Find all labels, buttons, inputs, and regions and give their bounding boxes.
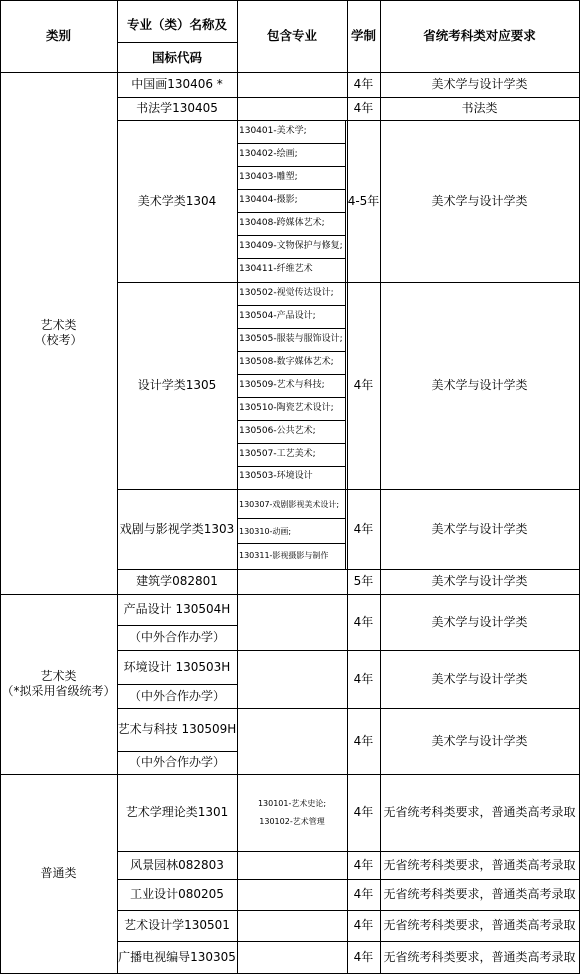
major-name: 风景园林082803	[130, 857, 224, 872]
row-divider	[117, 851, 580, 852]
sub-grid-line	[237, 351, 345, 352]
requirement: 美术学与设计学类	[431, 77, 528, 91]
column-divider	[347, 0, 348, 974]
row-divider	[117, 941, 580, 942]
major-name: 环境设计 130503H	[123, 659, 231, 674]
duration: 4年	[353, 857, 374, 872]
duration: 4年	[353, 378, 374, 392]
requirement: 美术学与设计学类	[431, 193, 528, 208]
requirement: 无省统考科类要求，普通类高考录取	[383, 887, 576, 901]
major-name: 产品设计 130504H	[123, 602, 231, 616]
header-duration: 学制	[350, 28, 376, 44]
requirement: 无省统考科类要求，普通类高考录取	[383, 857, 576, 872]
sub-major: 130411-纤维艺术	[239, 264, 313, 275]
sub-major: 130409-文物保护与修复;	[239, 241, 343, 252]
sub-major: 130102-艺术管理	[259, 816, 325, 826]
requirement: 美术学与设计学类	[431, 614, 528, 629]
duration: 4年	[353, 805, 374, 819]
category-label: 艺术类	[40, 318, 77, 332]
column-divider	[237, 0, 238, 974]
major-name: 戏剧与影视学类1303	[119, 521, 235, 536]
sub-major: 130507-工艺美术;	[239, 448, 316, 459]
sub-major: 130505-服装与服饰设计;	[239, 333, 343, 344]
name-note-divider	[117, 684, 237, 685]
duration: 5年	[353, 574, 374, 588]
major-name: 工业设计080205	[130, 887, 224, 901]
sub-grid-line	[237, 443, 345, 444]
sub-grid-line	[237, 166, 345, 167]
duration: 4年	[353, 614, 374, 629]
column-divider	[117, 0, 118, 974]
sub-major: 130408-跨媒体艺术;	[239, 218, 325, 229]
major-name: 广播电视编导130305	[118, 949, 236, 964]
duration: 4年	[353, 77, 374, 91]
sub-grid-line	[237, 328, 345, 329]
header-major-name-line1: 专业（类）名称及	[126, 17, 227, 33]
requirement: 美术学与设计学类	[431, 733, 528, 748]
major-name: 美术学类1304	[137, 193, 217, 208]
sub-major: 130509-艺术与科技;	[239, 379, 325, 390]
duration: 4年	[353, 101, 374, 115]
sub-major-list	[237, 774, 347, 851]
sub-grid-border	[345, 120, 346, 282]
sub-grid-border	[345, 282, 346, 489]
major-name-note: （中外合作办学）	[128, 755, 225, 769]
major-name-note: （中外合作办学）	[128, 630, 225, 644]
table-border-left	[0, 0, 1, 974]
header-divider	[117, 42, 237, 43]
category-art-provincial-exam	[0, 594, 117, 774]
duration: 4-5年	[347, 193, 380, 208]
sub-grid-line	[237, 143, 345, 144]
sub-grid-line	[237, 235, 345, 236]
category-note: （校考）	[34, 333, 83, 347]
major-name: 设计学类1305	[137, 378, 217, 392]
major-name: 书法学130405	[136, 101, 218, 115]
requirement: 无省统考科类要求，普通类高考录取	[383, 949, 576, 964]
row-divider	[117, 282, 580, 283]
row-divider	[117, 489, 580, 490]
name-note-divider	[117, 751, 237, 752]
sub-grid-line	[237, 374, 345, 375]
name-note-divider	[117, 625, 237, 626]
row-divider	[117, 708, 580, 709]
requirement: 美术学与设计学类	[431, 378, 528, 392]
sub-major: 130311-影视摄影与制作	[239, 551, 329, 560]
requirement: 美术学与设计学类	[431, 574, 528, 588]
sub-grid-line	[237, 305, 345, 306]
requirement: 美术学与设计学类	[431, 521, 528, 536]
requirement: 无省统考科类要求，普通类高考录取	[383, 918, 576, 932]
duration: 4年	[353, 949, 374, 964]
row-divider	[117, 120, 580, 121]
requirement: 美术学与设计学类	[431, 671, 528, 686]
sub-grid-line	[237, 420, 345, 421]
sub-grid-line	[237, 212, 345, 213]
sub-major: 130307-戏剧影视美术设计;	[239, 500, 340, 509]
sub-grid-line	[237, 189, 345, 190]
major-name: 艺术设计学130501	[124, 918, 230, 932]
sub-major: 130504-产品设计;	[239, 310, 316, 321]
duration: 4年	[353, 671, 374, 686]
sub-major: 130502-视觉传达设计;	[239, 287, 334, 298]
duration: 4年	[353, 918, 374, 932]
sub-major: 130404-摄影;	[239, 195, 298, 206]
sub-major: 130503-环境设计	[239, 470, 313, 481]
sub-major: 130402-绘画;	[239, 149, 298, 160]
sub-major: 130101-艺术史论;	[257, 798, 327, 808]
category-note: （*拟采用省级统考）	[1, 684, 116, 698]
category-general: 普通类	[40, 866, 77, 880]
row-divider	[117, 569, 580, 570]
category-art-school-exam	[0, 72, 117, 594]
table-border-top	[0, 0, 580, 1]
duration: 4年	[353, 733, 374, 748]
major-name: 建筑学082801	[136, 574, 218, 588]
sub-major: 130403-雕塑;	[239, 172, 298, 183]
sub-major: 130510-陶瓷艺术设计;	[239, 402, 334, 413]
row-divider	[117, 650, 580, 651]
row-divider	[0, 774, 580, 775]
sub-grid-line	[237, 258, 345, 259]
requirement: 书法类	[461, 101, 498, 115]
header-included-majors: 包含专业	[266, 28, 317, 44]
header-requirement: 省统考科类对应要求	[423, 28, 536, 44]
sub-major: 130508-数字媒体艺术;	[239, 356, 334, 367]
major-name: 艺术与科技 130509H	[117, 722, 237, 736]
header-major-name-line2: 国标代码	[151, 50, 202, 66]
row-divider	[0, 594, 580, 595]
sub-grid-line	[237, 466, 345, 467]
sub-grid-line	[237, 518, 345, 519]
major-name: 艺术学理论类1301	[125, 805, 229, 819]
category-label: 艺术类	[40, 669, 77, 683]
row-divider	[0, 72, 580, 73]
sub-major: 130401-美术学;	[239, 126, 307, 137]
major-name-note: （中外合作办学）	[128, 688, 225, 703]
header-category: 类别	[45, 28, 71, 44]
duration: 4年	[353, 887, 374, 901]
row-divider	[117, 910, 580, 911]
duration: 4年	[353, 521, 374, 536]
row-divider	[117, 97, 580, 98]
column-divider	[380, 0, 381, 974]
sub-grid-line	[237, 397, 345, 398]
major-name: 中国画130406 *	[131, 77, 223, 91]
requirement: 无省统考科类要求，普通类高考录取	[383, 805, 576, 819]
sub-grid-line	[237, 543, 345, 544]
row-divider	[117, 879, 580, 880]
sub-grid-border	[345, 489, 346, 569]
sub-major: 130506-公共艺术;	[239, 425, 316, 436]
sub-major: 130310-动画;	[239, 527, 292, 536]
